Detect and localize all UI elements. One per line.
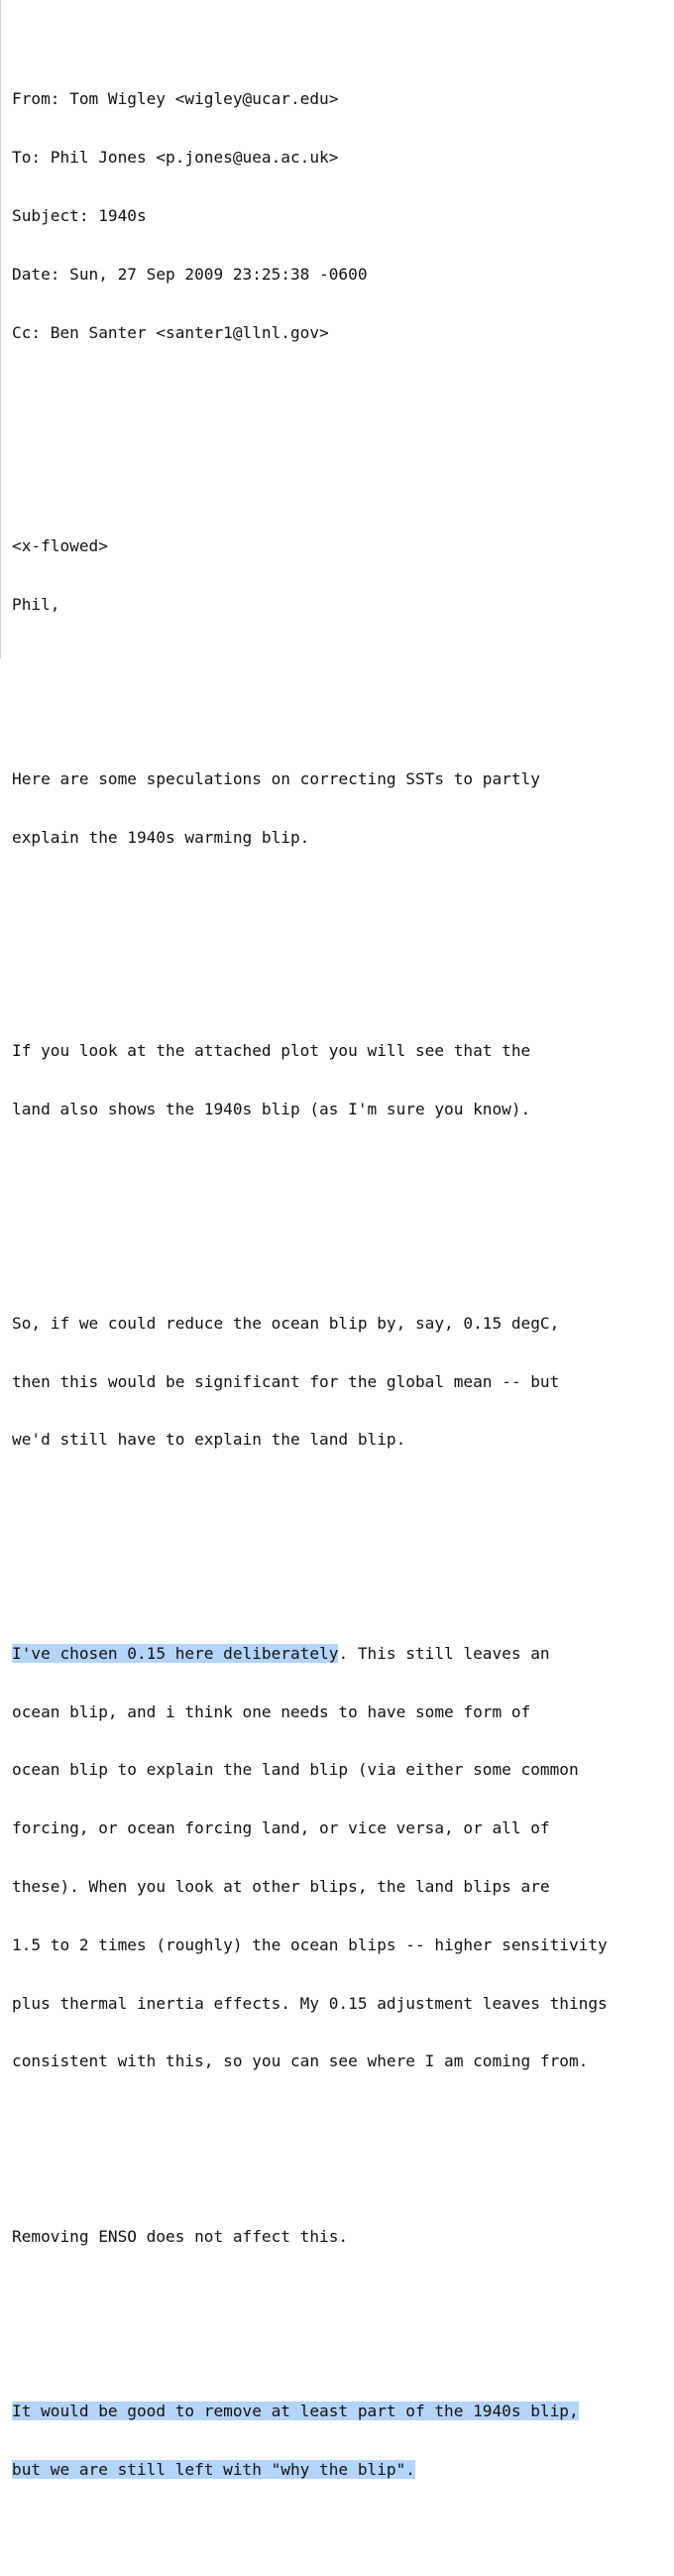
paragraph-line: ocean blip, and i think one needs to have some form of [12, 1701, 531, 1721]
email-message [12, 12, 670, 2576]
blank-line [12, 2149, 670, 2168]
paragraph-line: these). When you look at other blips, the land blips are [12, 1877, 550, 1896]
highlighted-selection[interactable]: but we are still left with "why the blip". [12, 2459, 415, 2479]
highlighted-selection[interactable]: It would be good to remove at least part of the 1940s blip, [12, 2401, 579, 2421]
blank-line [12, 419, 670, 439]
header-date: Date: Sun, 27 Sep 2009 23:25:38 -0600 [12, 264, 368, 284]
blank-line [12, 1197, 670, 1217]
paragraph-line: 1.5 to 2 times (roughly) the ocean blips -- higher sensitivity [12, 1934, 608, 1954]
paragraph-line: land also shows the 1940s blip (as I'm sure you know). [12, 1100, 531, 1119]
paragraph-line: we'd still have to explain the land blip. [12, 1430, 406, 1450]
greeting: Phil, [12, 594, 60, 614]
blank-line [12, 2284, 670, 2304]
blank-line [12, 925, 670, 945]
blank-line [12, 1527, 670, 1547]
paragraph-4 [12, 1605, 670, 2110]
paragraph-3 [12, 1275, 670, 1489]
paragraph-line: consistent with this, so you can see where I am coming from. [12, 2051, 589, 2071]
paragraph-line: So, if we could reduce the ocean blip by, say, 0.15 degC, [12, 1313, 560, 1333]
email-header [12, 51, 670, 381]
paragraph-line: explain the 1940s warming blip. [12, 827, 310, 847]
paragraph-line: forcing, or ocean forcing land, or vice versa, or all of [12, 1818, 550, 1838]
header-to: To: Phil Jones <p.jones@uea.ac.uk> [12, 148, 339, 168]
email-body [12, 498, 670, 2557]
header-from: From: Tom Wigley <wigley@ucar.edu> [12, 89, 339, 109]
paragraph-5: Removing ENSO does not affect this. [12, 2226, 349, 2246]
paragraph-line: Here are some speculations on correcting SSTs to partly [12, 769, 540, 789]
flowed-tag: <x-flowed> [12, 536, 108, 556]
paragraph-line: If you look at the attached plot you will see that the [12, 1041, 531, 1061]
paragraph-line [12, 2401, 670, 2421]
paragraph-line: then this would be significant for the global mean -- but [12, 1371, 560, 1391]
window-left-border [0, 0, 1, 658]
paragraph-line [12, 1644, 670, 1664]
highlighted-selection[interactable]: I've chosen 0.15 here deliberately [12, 1643, 339, 1663]
paragraph-1 [12, 731, 670, 886]
paragraph-2 [12, 1002, 670, 1158]
paragraph-text: . This still leaves an [338, 1643, 550, 1663]
paragraph-6 [12, 2363, 670, 2518]
paragraph-line: plus thermal inertia effects. My 0.15 adjustment leaves things [12, 1993, 608, 2013]
paragraph-line [12, 2460, 670, 2480]
header-subject: Subject: 1940s [12, 205, 147, 225]
blank-line [12, 653, 670, 673]
header-cc: Cc: Ben Santer <santer1@llnl.gov> [12, 322, 329, 342]
paragraph-line: ocean blip to explain the land blip (via either some common [12, 1760, 579, 1780]
